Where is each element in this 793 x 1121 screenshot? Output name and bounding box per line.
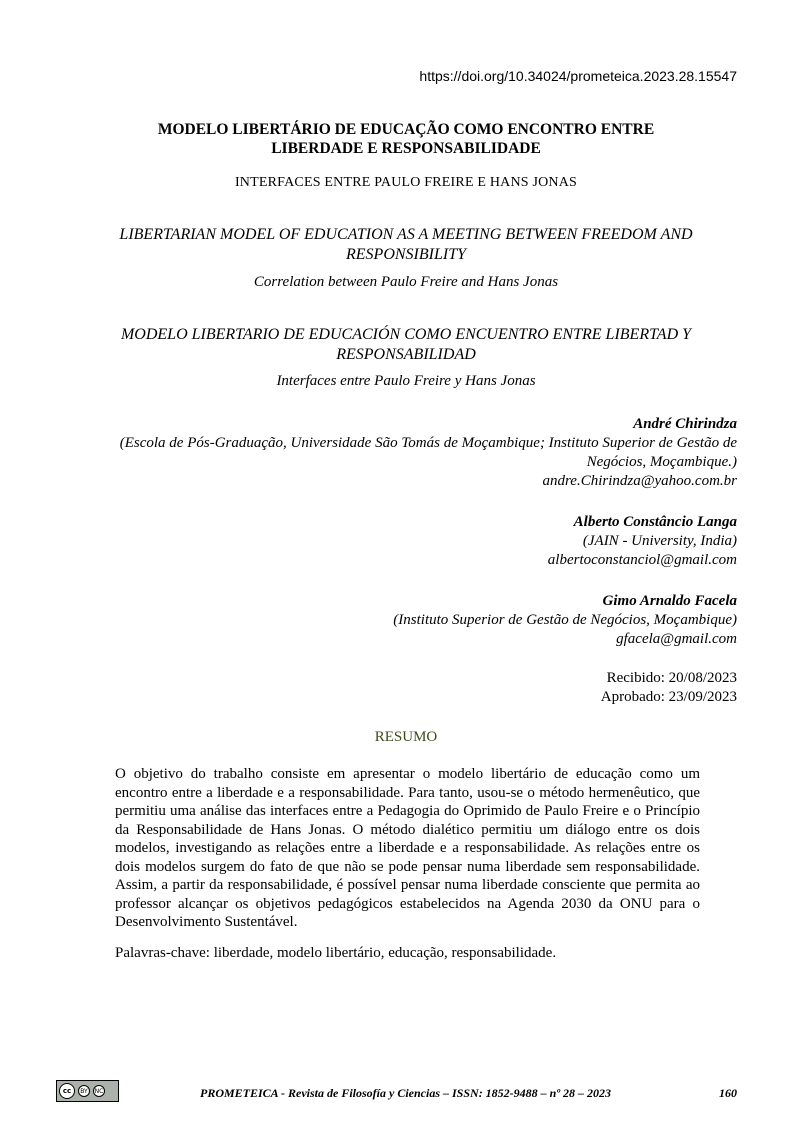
author-email[interactable]: andre.Chirindza@yahoo.com.br bbox=[542, 473, 737, 489]
abstract-heading: RESUMO bbox=[374, 729, 438, 745]
doi-link[interactable]: https://doi.org/10.34024/prometeica.2023.28.15547 bbox=[419, 68, 737, 84]
author-email[interactable]: gfacela@gmail.com bbox=[616, 631, 737, 647]
title-en-line-1: LIBERTARIAN MODEL OF EDUCATION AS A MEETING BETWEEN FREEDOM AND bbox=[119, 226, 693, 243]
title-es-line-2: RESPONSABILIDAD bbox=[336, 346, 476, 363]
cc-icon: cc bbox=[59, 1083, 75, 1099]
by-attribution-icon: BY bbox=[78, 1085, 90, 1097]
subtitle-english: Correlation between Paulo Freire and Hans Jonas bbox=[253, 274, 559, 290]
author-affiliation: (Escola de Pós-Graduação, Universidade São Tomás de Moçambique; Instituto Superior de Gestão de bbox=[119, 435, 737, 451]
keywords: Palavras-chave: liberdade, modelo libertário, educação, responsabilidade. bbox=[115, 945, 557, 961]
approved-date: Aprobado: 23/09/2023 bbox=[600, 689, 737, 705]
author-name: André Chirindza bbox=[633, 416, 737, 432]
abstract-text: O objetivo do trabalho consiste em apresentar o modelo libertário de educação como um encontro entre a liberdade e a responsabilidade. Para tanto, usou-se o método hermenêutico, que permitiu uma análise das interfaces entre a Pedagogia do Oprimido de Paulo Freire e o Princípio da Responsabilidade de Hans Jonas. O método dialético permitiu um diálogo entre os dois modelos, investigando as relações entre a liberdade e a responsabilidade. As relações entre os dois modelos surgem do fato de que não se pode pensar numa liberdade sem responsabilidade. Assim, a partir da responsabilidade, é possível pensar numa liberdade consciente que permita ao professor alcançar os objetivos pedagógicos estabelecidos na Agenda 2030 da ONU para o Desenvolvimento Sustentável. bbox=[115, 766, 700, 930]
subtitle-spanish: Interfaces entre Paulo Freire y Hans Jonas bbox=[276, 373, 536, 389]
author-name: Gimo Arnaldo Facela bbox=[602, 593, 737, 609]
title-pt-line-2: LIBERDADE E RESPONSABILIDADE bbox=[271, 140, 541, 157]
received-date: Recibido: 20/08/2023 bbox=[606, 670, 737, 686]
author-affiliation: (JAIN - University, India) bbox=[582, 533, 737, 549]
author-affiliation: Negócios, Moçambique.) bbox=[586, 454, 737, 470]
authors-block bbox=[60, 415, 737, 671]
title-portuguese bbox=[56, 120, 756, 158]
title-spanish bbox=[56, 325, 756, 365]
author-name: Alberto Constâncio Langa bbox=[573, 514, 737, 530]
journal-citation: PROMETEICA - Revista de Filosofía y Ciencias – ISSN: 1852-9488 – nº 28 – 2023 bbox=[200, 1086, 611, 1100]
title-en-line-2: RESPONSIBILITY bbox=[346, 246, 466, 263]
title-pt-line-1: MODELO LIBERTÁRIO DE EDUCAÇÃO COMO ENCONTRO ENTRE bbox=[157, 121, 655, 138]
noncommercial-icon: NC bbox=[93, 1085, 105, 1097]
page-number: 160 bbox=[719, 1086, 737, 1100]
author-3 bbox=[60, 592, 737, 649]
author-2 bbox=[60, 513, 737, 570]
author-1 bbox=[60, 415, 737, 491]
dates-block bbox=[437, 669, 737, 707]
subtitle-portuguese: INTERFACES ENTRE PAULO FREIRE E HANS JONAS bbox=[234, 175, 578, 190]
cc-license-badge[interactable] bbox=[56, 1080, 119, 1102]
title-es-line-1: MODELO LIBERTARIO DE EDUCACIÓN COMO ENCUENTRO ENTRE LIBERTAD Y bbox=[120, 326, 692, 343]
page-footer bbox=[200, 1086, 737, 1101]
title-english bbox=[56, 225, 756, 265]
author-affiliation: (Instituto Superior de Gestão de Negócios, Moçambique) bbox=[393, 612, 737, 628]
author-email[interactable]: albertoconstanciol@gmail.com bbox=[547, 552, 737, 568]
